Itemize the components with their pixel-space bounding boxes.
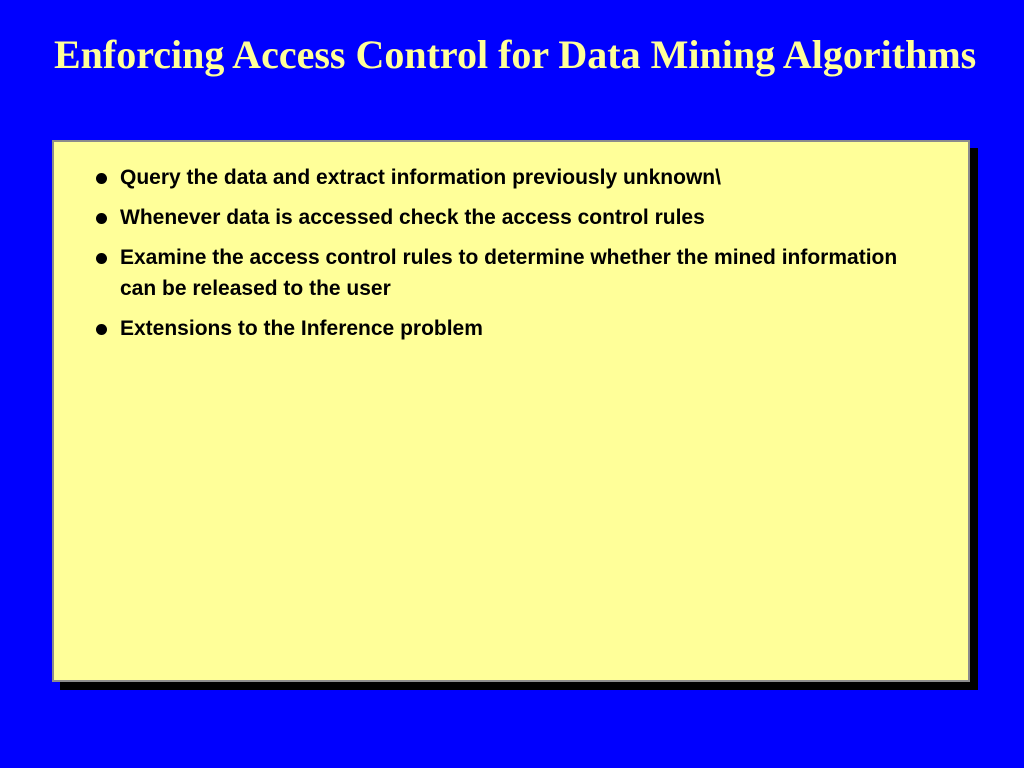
bullet-text: Extensions to the Inference problem: [120, 317, 483, 340]
bullet-item: [96, 242, 936, 304]
bullet-icon: [96, 173, 107, 184]
bullet-text: Query the data and extract information previously unknown\: [120, 166, 721, 189]
bullet-list: [96, 162, 936, 353]
bullet-icon: [96, 253, 107, 264]
bullet-item: [96, 162, 936, 193]
bullet-text: Whenever data is accessed check the access control rules: [120, 206, 705, 229]
bullet-icon: [96, 213, 107, 224]
bullet-icon: [96, 324, 107, 335]
bullet-item: [96, 202, 936, 233]
bullet-item: [96, 313, 936, 344]
slide-title: Enforcing Access Control for Data Mining Algorithms: [54, 32, 977, 77]
bullet-text: Examine the access control rules to determine whether the mined information can be released to the user: [120, 246, 898, 300]
content-box: [52, 140, 970, 682]
